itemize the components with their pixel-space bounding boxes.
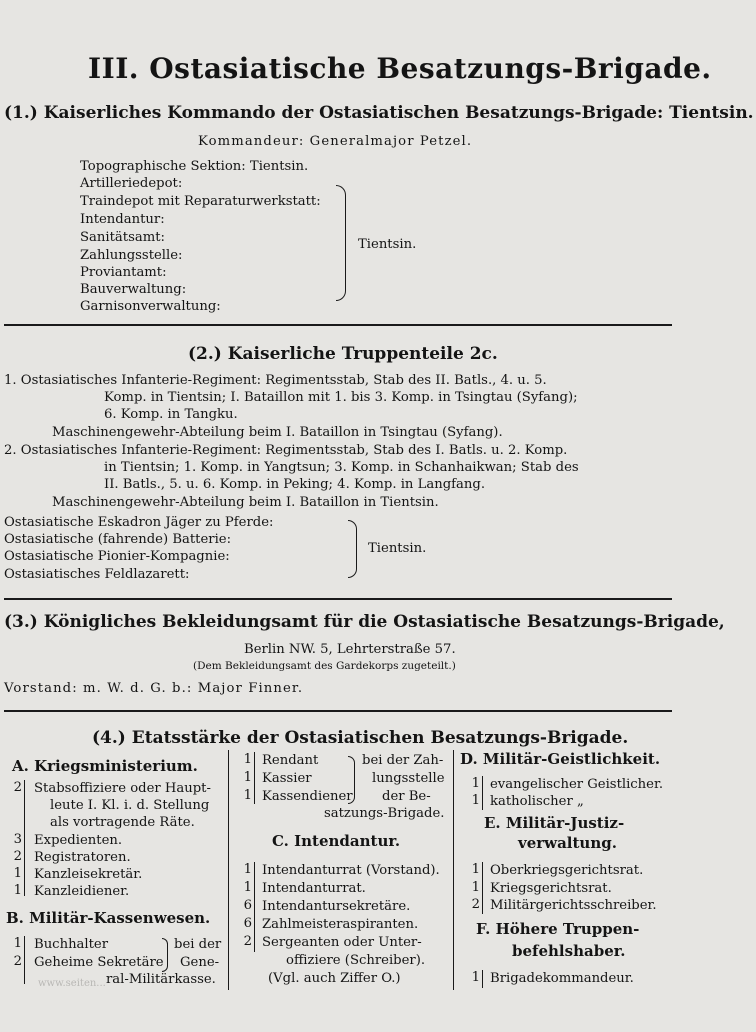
b-side: bei der: [174, 937, 222, 952]
s2-line: Maschinengewehr-Abteilung beim I. Bataillon in Tientsin.: [52, 495, 439, 510]
commander: Kommandeur: Generalmajor Petzel.: [198, 134, 473, 149]
e-row: Kriegsgerichtsrat.: [490, 881, 612, 896]
section-2-heading: (2.) Kaiserliche Truppenteile 2c.: [188, 344, 498, 364]
a-row: Kanzleisekretär.: [34, 867, 143, 882]
e-row: Militärgerichtsschreiber.: [490, 898, 657, 913]
count: 1: [471, 793, 480, 808]
s2-unit: Ostasiatische (fahrende) Batterie:: [4, 532, 232, 547]
s2-place: Tientsin.: [368, 541, 427, 556]
count: 3: [13, 832, 22, 847]
number-rule: [24, 780, 25, 896]
mid-side: bei der Zah-: [362, 753, 444, 768]
s1-item: Artilleriedepot:: [80, 176, 183, 191]
count: 2: [243, 934, 252, 949]
number-rule: [254, 752, 255, 804]
s2-unit: Ostasiatische Eskadron Jäger zu Pferde:: [4, 515, 274, 530]
count: 1: [243, 880, 252, 895]
mid-row: Kassier: [262, 771, 312, 786]
c-row: Sergeanten oder Unter-: [262, 935, 422, 950]
mid-side: lungsstelle: [372, 771, 445, 786]
heading-e-cont: verwaltung.: [518, 834, 617, 852]
a-row: als vortragende Räte.: [50, 815, 195, 830]
s1-item: Intendantur:: [80, 212, 165, 227]
page-title: III. Ostasiatische Besatzungs-Brigade.: [88, 52, 712, 85]
s1-item: Garnisonverwaltung:: [80, 299, 221, 314]
heading-c: C. Intendantur.: [272, 832, 401, 850]
number-rule: [482, 776, 483, 810]
s2-unit: Ostasiatisches Feldlazarett:: [4, 567, 190, 582]
c-row: (Vgl. auch Ziffer O.): [268, 971, 401, 986]
f-row: Brigadekommandeur.: [490, 971, 634, 986]
s2-line: Komp. in Tientsin; I. Bataillon mit 1. bis 3. Komp. in Tsingtau (Syfang);: [104, 390, 578, 405]
s2-line: in Tientsin; 1. Komp. in Yangtsun; 3. Komp. in Schanhaikwan; Stab des: [104, 460, 579, 475]
brace: [348, 520, 357, 578]
s1-item: Traindepot mit Reparaturwerkstatt:: [80, 194, 321, 209]
mid-row: Kassendiener: [262, 789, 353, 804]
count: 2: [13, 954, 22, 969]
b-row: ral-Militärkasse.: [106, 972, 216, 987]
mid-row: Rendant: [262, 753, 319, 768]
d-row: evangelischer Geistlicher.: [490, 777, 664, 792]
count: 1: [471, 970, 480, 985]
brace: [336, 185, 346, 301]
number-rule: [482, 970, 483, 988]
column-divider: [228, 750, 229, 990]
count: 1: [243, 752, 252, 767]
count: 1: [471, 880, 480, 895]
s1-item: Zahlungsstelle:: [80, 248, 183, 263]
count: 1: [243, 770, 252, 785]
a-row: leute I. Kl. i. d. Stellung: [50, 798, 210, 813]
count: 1: [13, 936, 22, 951]
count: 1: [13, 883, 22, 898]
column-divider: [453, 750, 454, 990]
count: 1: [471, 862, 480, 877]
d-row: katholischer „: [490, 794, 584, 809]
note: (Dem Bekleidungsamt des Gardekorps zugeteilt.): [193, 660, 456, 672]
s2-line: Maschinengewehr-Abteilung beim I. Bataillon in Tsingtau (Syfang).: [52, 425, 503, 440]
c-row: Intendanturrat (Vorstand).: [262, 863, 440, 878]
address: Berlin NW. 5, Lehrterstraße 57.: [244, 642, 456, 657]
a-row: Stabsoffiziere oder Haupt-: [34, 781, 211, 796]
e-row: Oberkriegsgerichtsrat.: [490, 863, 644, 878]
divider: [4, 598, 672, 600]
count: 2: [13, 780, 22, 795]
heading-f-cont: befehlshaber.: [512, 942, 626, 960]
s2-unit: Ostasiatische Pionier-Kompagnie:: [4, 549, 230, 564]
brace: [162, 938, 168, 972]
heading-b: B. Militär-Kassenwesen.: [6, 909, 211, 927]
divider: [4, 324, 672, 326]
b-side: Gene-: [180, 955, 220, 970]
a-row: Expedienten.: [34, 833, 123, 848]
heading-e: E. Militär-Justiz-: [484, 814, 625, 832]
count: 6: [243, 916, 252, 931]
heading-f: F. Höhere Truppen-: [476, 920, 640, 938]
count: 2: [13, 849, 22, 864]
brace: [348, 756, 355, 804]
s1-item: Bauverwaltung:: [80, 282, 187, 297]
divider: [4, 710, 672, 712]
s2-line: II. Batls., 5. u. 6. Komp. in Peking; 4. Komp. in Langfang.: [104, 477, 486, 492]
topographic-section: Topographische Sektion: Tientsin.: [80, 159, 309, 174]
count: 2: [471, 897, 480, 912]
s2-line: 6. Komp. in Tangku.: [104, 407, 238, 422]
count: 6: [243, 898, 252, 913]
b-row: Buchhalter: [34, 937, 109, 952]
count: 1: [13, 866, 22, 881]
c-row: offiziere (Schreiber).: [286, 953, 426, 968]
count: 1: [471, 776, 480, 791]
number-rule: [254, 862, 255, 952]
mid-side: satzungs-Brigade.: [324, 806, 445, 821]
number-rule: [24, 936, 25, 984]
s2-line: 2. Ostasiatisches Infanterie-Regiment: Regimentsstab, Stab des I. Batls. u. 2. Komp.: [4, 443, 568, 458]
section-1-heading: (1.) Kaiserliches Kommando der Ostasiatischen Besatzungs-Brigade: Tientsin.: [4, 103, 754, 123]
b-row: Geheime Sekretäre: [34, 955, 164, 970]
mid-side: der Be-: [382, 789, 431, 804]
s2-line: 1. Ostasiatisches Infanterie-Regiment: Regimentsstab, Stab des II. Batls., 4. u. 5.: [4, 373, 547, 388]
s1-place: Tientsin.: [358, 237, 417, 252]
a-row: Registratoren.: [34, 850, 131, 865]
watermark: www.seiten...: [38, 978, 106, 989]
count: 1: [243, 788, 252, 803]
a-row: Kanzleidiener.: [34, 884, 130, 899]
c-row: Zahlmeisteraspiranten.: [262, 917, 419, 932]
heading-d: D. Militär-Geistlichkeit.: [460, 750, 661, 768]
section-3-heading: (3.) Königliches Bekleidungsamt für die Ostasiatische Besatzungs-Brigade,: [4, 612, 725, 632]
s1-item: Sanitätsamt:: [80, 230, 165, 245]
section-4-heading: (4.) Etatsstärke der Ostasiatischen Besatzungs-Brigade.: [92, 728, 629, 748]
head-of-office: Vorstand: m. W. d. G. b.: Major Finner.: [4, 681, 304, 696]
s1-item: Proviantamt:: [80, 265, 167, 280]
c-row: Intendanturrat.: [262, 881, 366, 896]
c-row: Intendantursekretäre.: [262, 899, 411, 914]
number-rule: [482, 862, 483, 914]
heading-a: A. Kriegsministerium.: [12, 757, 198, 775]
count: 1: [243, 862, 252, 877]
